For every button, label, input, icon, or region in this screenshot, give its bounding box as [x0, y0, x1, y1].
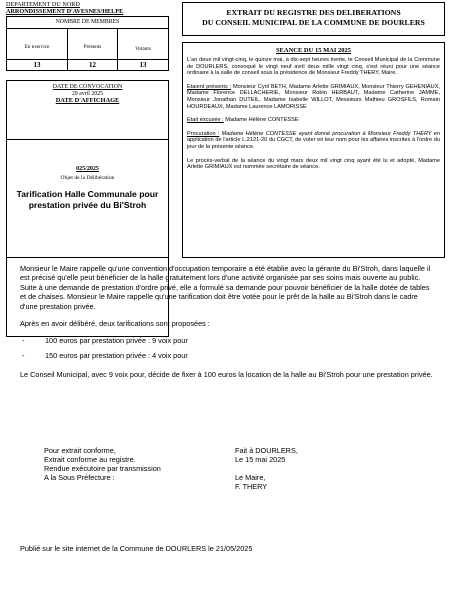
deliberation-object-label: Objet de la Délibération [60, 175, 115, 181]
tarif-dash: - [22, 350, 25, 360]
sig-right-line: Fait à DOURLERS, [235, 446, 298, 455]
members-col-votants [118, 28, 168, 70]
tarif-list [20, 336, 436, 360]
seance-text [187, 57, 440, 178]
extract-line-1: EXTRAIT DU REGISTRE DES DELIBERATIONS [226, 8, 401, 17]
members-table [6, 16, 169, 71]
sig-left-line: Extrait conforme au registre. [44, 454, 136, 464]
department-header [6, 1, 123, 15]
procuration-label: Procuration : [187, 130, 220, 137]
sig-right-line: Le 15 mai 2025 [235, 454, 286, 464]
signature-left [44, 447, 161, 483]
members-value: 13 [139, 61, 147, 69]
department-name: DEPARTEMENT DU NORD [6, 1, 80, 8]
seance-presents [187, 84, 440, 110]
seance-intro: L'an deux mil vingt-cinq, le quinze mai, à dix-sept heures trente, le Conseil Municipal de la Commune de DOURLERS, convoqué le vingt neuf avril deux mille vingt cinq, s'est réuni pour une séance ordinaire à la salle de conseil sous la présidence de Monsieur Freddy THERY, Maire. [187, 57, 440, 77]
tarif-text: 150 euros par prestation privée : 4 voix pour [45, 350, 188, 360]
members-label: En exercice [24, 44, 50, 50]
deliberation-title: Tarification Halle Communale pour prestation privée du Bi'Stroh [16, 189, 159, 210]
tarif-item [20, 336, 436, 345]
presents-list: Monsieur Cyril BETH, Madame Arlette GRIMIAUX, Monsieur Thierry GEHENIAUX, Madame Florence DELLACHERIE, Monsieur Robin HERBAUT, Madame Catherine JAMME, Monsieur Jonathan DUTEIL, Madame Isabelle WILLOT, Messieurs Mathieu GROSFILS, Romain HOURDEAUX, Madame Laurence LAMORISSE [187, 83, 440, 110]
seance-excuse [187, 117, 440, 124]
members-divider [118, 59, 168, 60]
members-value: 12 [89, 61, 96, 69]
deliberation-number: 025/2025 [76, 166, 99, 172]
convocation-box [6, 80, 169, 258]
affichage-title: DATE D'AFFICHAGE [55, 97, 120, 104]
body-paragraph-2: Après en avoir délibéré, deux tarifications sont proposées : [20, 319, 210, 329]
tarif-text: 100 euros par prestation privée : 9 voix pour [45, 336, 188, 346]
tarif-item [20, 351, 436, 360]
body-paragraph-1: Monsieur le Maire rappelle qu'une convention d'occupation temporaire a été établie avec la gérante du Bi'Stroh, dans laquelle il est précisé qu'elle peut bénéficier de la halle gratuitement lors d'une activité organisée par ses soins mais ouverte au public. Suite à une demande de prestation d'ordre privé, elle a formulé sa demande pour pouvoir bénéficier de la halle dotée de tables et de chaises. Monsieur le Maire rappelle qu'une tarification doit être votée pour le prêt de la halle au Bi'Stroh dans le cadre d'une prestation privée. [20, 264, 431, 311]
seance-secretaire: Le procès-verbal de la séance du vingt mars deux mil vingt cinq ayant été lu et adopté, Madame Arlette GRIMIAUX est nommée secrétaire de séance. [187, 157, 440, 171]
members-divider [7, 59, 67, 60]
arrondissement-name: ARRONDISSEMENT D'AVESNES/HELPE [6, 8, 124, 15]
extract-header [182, 2, 445, 36]
presents-label: Etaient présents : [187, 83, 232, 90]
deliberation-body [20, 264, 436, 388]
members-col-presents [68, 28, 118, 70]
seance-title: SEANCE DU 15 MAI 2025 [275, 47, 352, 54]
extract-line-2: DU CONSEIL MUNICIPAL DE LA COMMUNE DE DOURLERS [202, 18, 425, 27]
seance-procuration [187, 131, 440, 151]
members-title: NOMBRE DE MEMBRES [7, 17, 168, 29]
members-divider [68, 59, 117, 60]
seance-box [182, 42, 445, 258]
excuse-name: Madame Hélène CONTESSE [223, 117, 299, 124]
members-label: Présents [83, 44, 102, 50]
members-value: 13 [33, 61, 41, 69]
procuration-italic: Madame Hélène CONTESSE ayant donné procuration à Monsieur Freddy THERY [219, 130, 432, 137]
members-col-exercice [7, 28, 68, 70]
members-label: Votants [135, 46, 151, 52]
sig-left-line: A la Sous Préfecture : [44, 472, 115, 482]
sig-right-line: F. THERY [235, 481, 268, 491]
tarif-dash: - [22, 336, 25, 346]
signature-right [235, 447, 298, 492]
convocation-date: 29 avril 2025 [72, 91, 103, 97]
sig-right-line: Le Maire, [235, 472, 266, 482]
publication-notice: Publié sur le site internet de la Commune de DOURLERS le 21/05/2025 [20, 544, 253, 553]
sig-left-line: Rendue exécutoire par transmission [44, 463, 161, 473]
excuse-label: Etait excusée : [187, 117, 224, 124]
sig-left-line: Pour extrait conforme, [44, 446, 116, 455]
procuration-rest: en application de l'article L.2121-20 du CGCT, de voter en leur nom pour les affaires inscrites à l'ordre du jour de la présente séance. [187, 130, 441, 150]
convocation-title: DATE DE CONVOCATION [52, 84, 123, 90]
body-paragraph-3: Le Conseil Municipal, avec 9 voix pour, décide de fixer à 100 euros la location de la halle au Bi'Stroh pour une prestation privée. [20, 370, 433, 380]
